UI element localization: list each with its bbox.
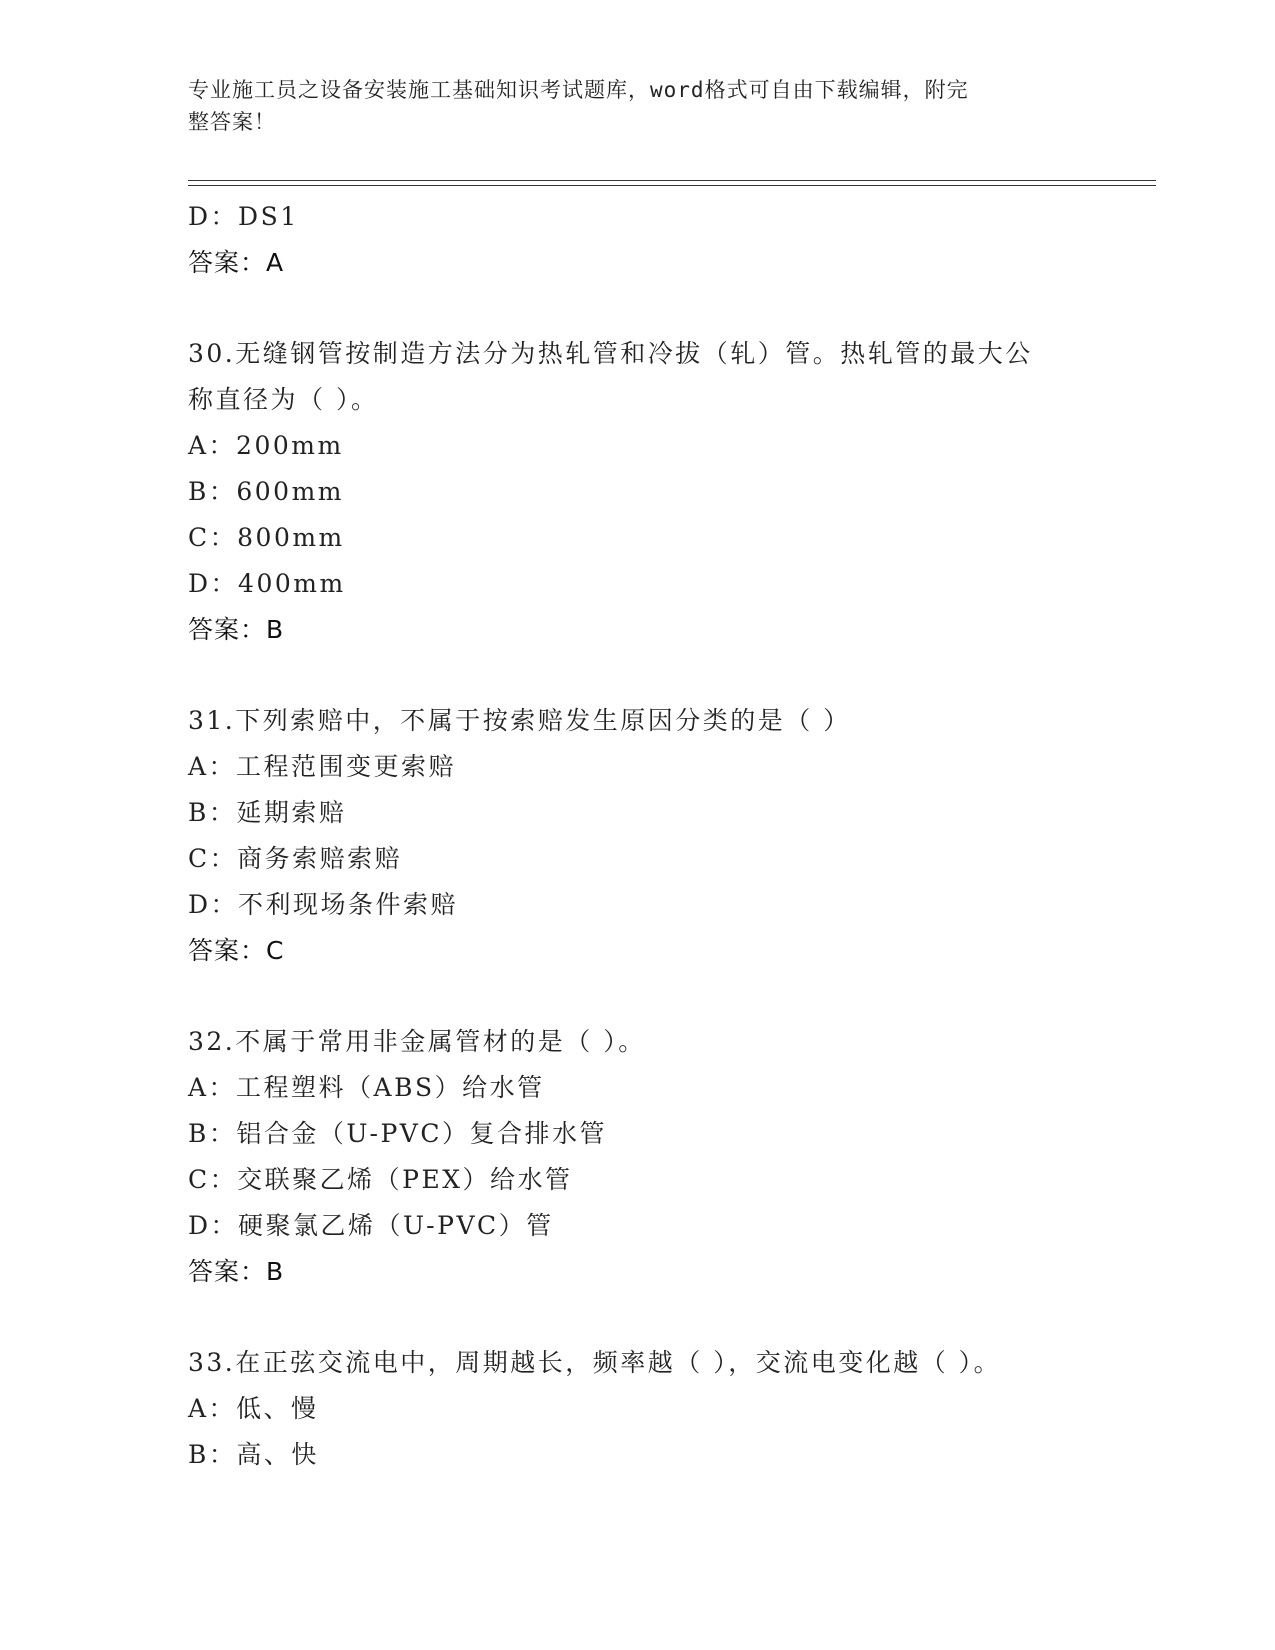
option-a: A：200mm — [188, 431, 344, 460]
question-30 — [188, 331, 1088, 653]
header-line-1: 专业施工员之设备安装施工基础知识考试题库，word格式可自由下载编辑，附完 — [188, 78, 969, 102]
question-31 — [188, 698, 1088, 974]
option-c: C：交联聚乙烯（PEX）给水管 — [188, 1165, 573, 1194]
prev-answer: 答案：A — [188, 248, 285, 277]
option-d: D：不利现场条件索赔 — [188, 890, 459, 919]
option-b: B：铝合金（U-PVC）复合排水管 — [188, 1119, 607, 1148]
option-c: C：商务索赔索赔 — [188, 844, 403, 873]
question-stem: 32.不属于常用非金属管材的是（ ）。 — [188, 1027, 646, 1056]
option-a: A：低、慢 — [188, 1394, 319, 1423]
question-32 — [188, 1019, 1088, 1295]
document-header — [188, 74, 1068, 138]
question-stem: 30.无缝钢管按制造方法分为热轧管和冷拔（轧）管。热轧管的最大公 — [188, 339, 1033, 368]
question-33 — [188, 1340, 1088, 1478]
option-c: C：800mm — [188, 523, 345, 552]
answer: 答案：B — [188, 1257, 285, 1286]
option-a: A：工程塑料（ABS）给水管 — [188, 1073, 545, 1102]
question-stem: 称直径为（ ）。 — [188, 385, 379, 414]
option-d: D：400mm — [188, 569, 346, 598]
header-line-2: 整答案！ — [188, 110, 276, 134]
option-b: B：600mm — [188, 477, 345, 506]
answer: 答案：B — [188, 615, 285, 644]
option-d: D：硬聚氯乙烯（U-PVC）管 — [188, 1211, 554, 1240]
prev-option-d: D：DS1 — [188, 202, 299, 231]
question-stem: 33.在正弦交流电中，周期越长，频率越（ ），交流电变化越（ ）。 — [188, 1348, 1002, 1377]
answer: 答案：C — [188, 936, 285, 965]
question-list — [188, 194, 1088, 1478]
question-stem: 31.下列索赔中，不属于按索赔发生原因分类的是（ ） — [188, 706, 851, 735]
header-divider-top — [188, 180, 1156, 181]
option-a: A：工程范围变更索赔 — [188, 752, 457, 781]
option-b: B：延期索赔 — [188, 798, 347, 827]
option-b: B：高、快 — [188, 1440, 319, 1469]
header-divider-bottom — [188, 185, 1156, 186]
